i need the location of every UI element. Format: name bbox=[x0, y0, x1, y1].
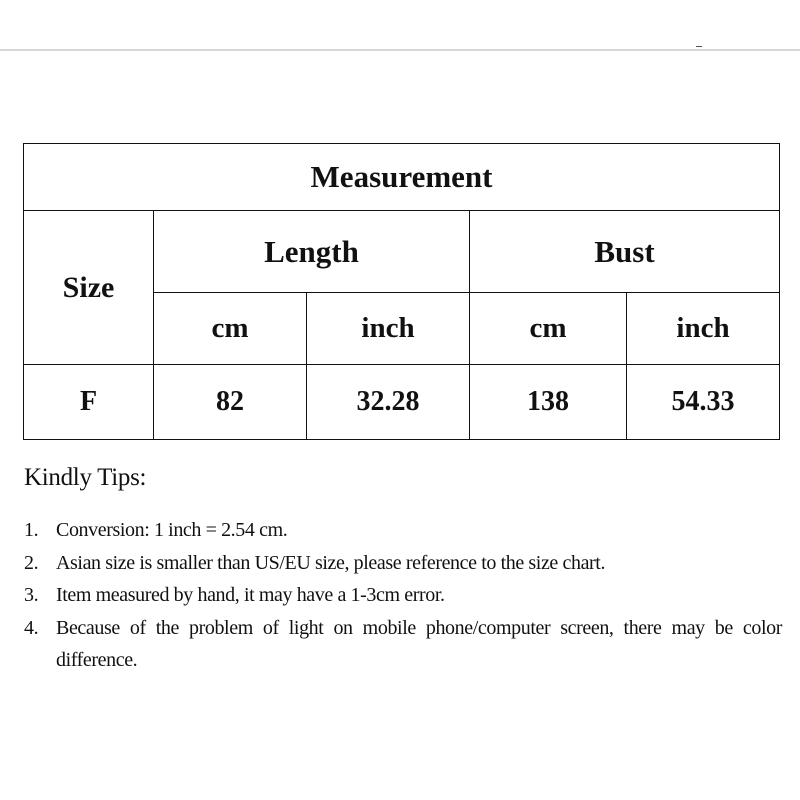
list-item-number: 2. bbox=[24, 551, 39, 574]
length-cm-header: cm bbox=[154, 293, 307, 365]
list-item bbox=[24, 514, 782, 547]
length-inch-header: inch bbox=[307, 293, 470, 365]
bust-header: Bust bbox=[470, 211, 780, 293]
table-group-row bbox=[24, 211, 780, 293]
list-item-number: 4. bbox=[24, 616, 39, 639]
bust-cm-header: cm bbox=[470, 293, 627, 365]
length-header: Length bbox=[154, 211, 470, 293]
size-chart-table bbox=[23, 143, 780, 440]
bust-inch-cell: 54.33 bbox=[627, 365, 780, 440]
table-title: Measurement bbox=[24, 144, 780, 211]
list-item-text: Because of the problem of light on mobile phone/computer screen, there may be color difference. bbox=[56, 616, 782, 671]
list-item-text: Item measured by hand, it may have a 1-3cm error. bbox=[56, 584, 445, 606]
tips-list bbox=[24, 514, 782, 677]
list-item bbox=[24, 579, 782, 612]
length-inch-cell: 32.28 bbox=[307, 365, 470, 440]
size-cell: F bbox=[24, 365, 154, 440]
list-item-number: 3. bbox=[24, 584, 39, 606]
list-item-number: 1. bbox=[24, 519, 39, 541]
list-item-text: Asian size is smaller than US/EU size, please reference to the size chart. bbox=[56, 551, 606, 574]
bust-inch-header: inch bbox=[627, 293, 780, 365]
table-title-row bbox=[24, 144, 780, 211]
tips-title: Kindly Tips: bbox=[24, 464, 147, 491]
list-item bbox=[24, 612, 782, 677]
bust-cm-cell: 138 bbox=[470, 365, 627, 440]
top-mark bbox=[696, 46, 702, 47]
size-header: Size bbox=[24, 211, 154, 365]
table-row bbox=[24, 365, 780, 440]
length-cm-cell: 82 bbox=[154, 365, 307, 440]
top-divider bbox=[0, 49, 800, 51]
list-item-text: Conversion: 1 inch = 2.54 cm. bbox=[56, 519, 288, 541]
list-item bbox=[24, 547, 782, 580]
